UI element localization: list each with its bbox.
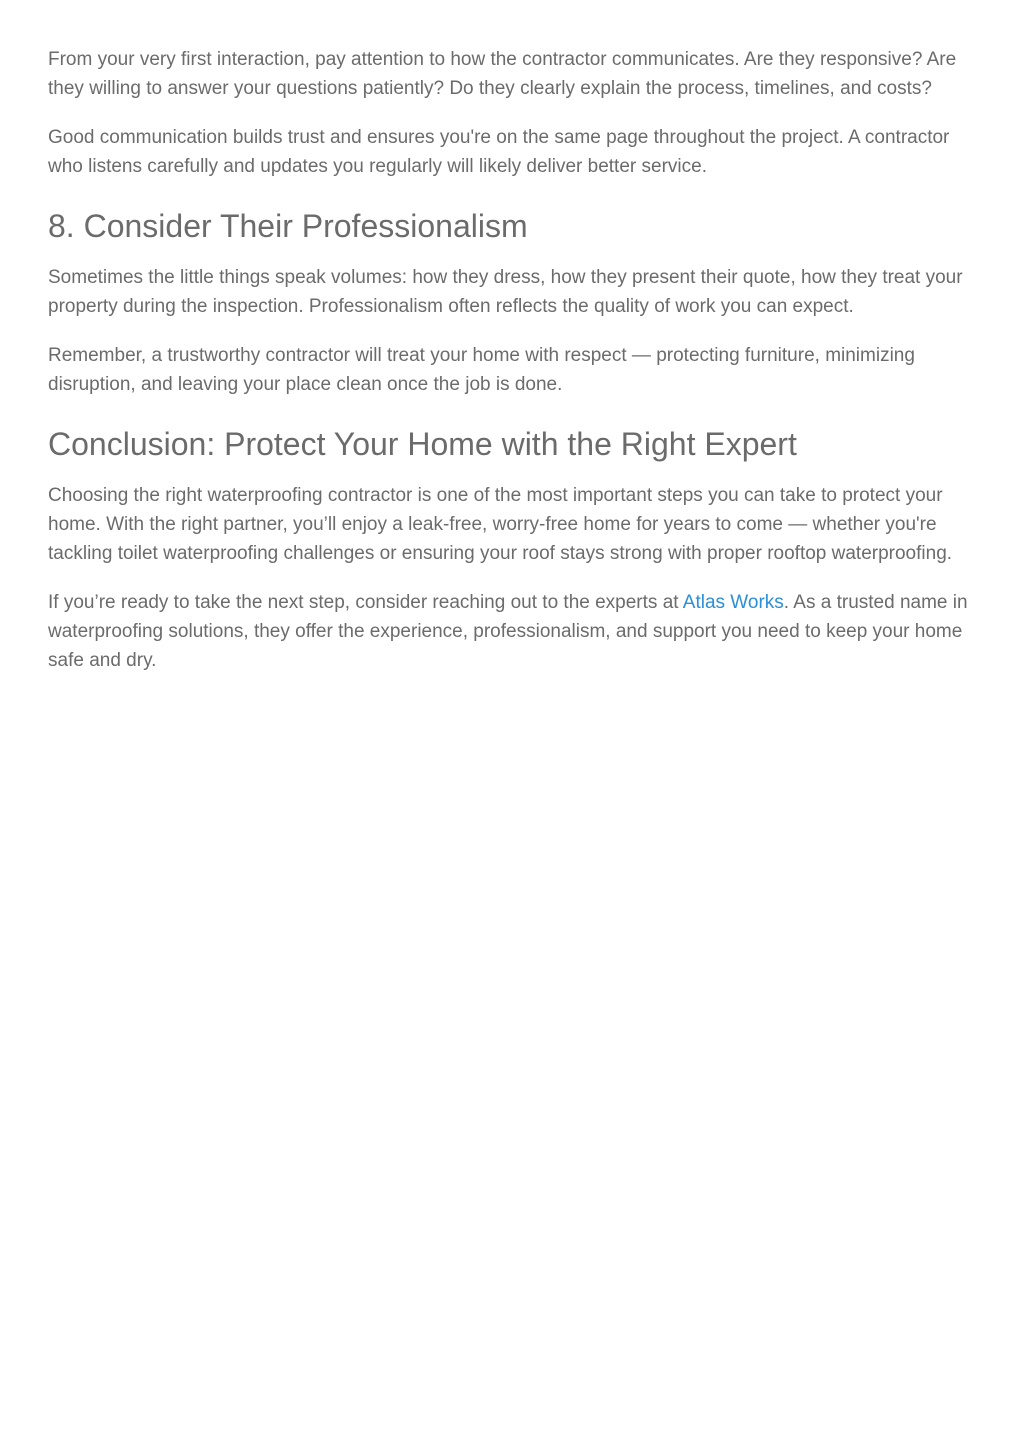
paragraph-professionalism: Sometimes the little things speak volumes: how they dress, how they present their quote, how they treat your property during the inspection. Professionalism often reflects the quality of work you can expect. [48,267,963,317]
paragraph-conclusion: Choosing the right waterproofing contractor is one of the most important steps you can take to protect your home. With the right partner, you’ll enjoy a leak-free, worry-free home for years to come — whether you're tackling toilet waterproofing challenges or ensuring your roof stays strong with proper rooftop waterproofing. [48,485,953,564]
paragraph-communication: From your very first interaction, pay attention to how the contractor communicates. Are they responsive? Are they willing to answer your questions patiently? Do they clearly explain the process, timelines, and costs? [48,49,957,99]
cta-text-after: . As a trusted name in waterproofing solutions, they offer the experience, professionalism, and support you need to keep your home safe and dry. [48,592,968,671]
heading-professionalism: 8. Consider Their Professionalism [48,208,528,244]
paragraph-communication-trust: Good communication builds trust and ensures you're on the same page throughout the project. A contractor who listens carefully and updates you regularly will likely deliver better service. [48,127,950,177]
heading-conclusion: Conclusion: Protect Your Home with the Right Expert [48,426,797,462]
paragraph-call-to-action [48,588,973,675]
atlas-works-link[interactable]: Atlas Works [682,592,784,613]
paragraph-respect: Remember, a trustworthy contractor will treat your home with respect — protecting furniture, minimizing disruption, and leaving your place clean once the job is done. [48,345,915,395]
cta-text-before: If you’re ready to take the next step, consider reaching out to the experts at [48,592,683,613]
article-body [48,45,973,695]
